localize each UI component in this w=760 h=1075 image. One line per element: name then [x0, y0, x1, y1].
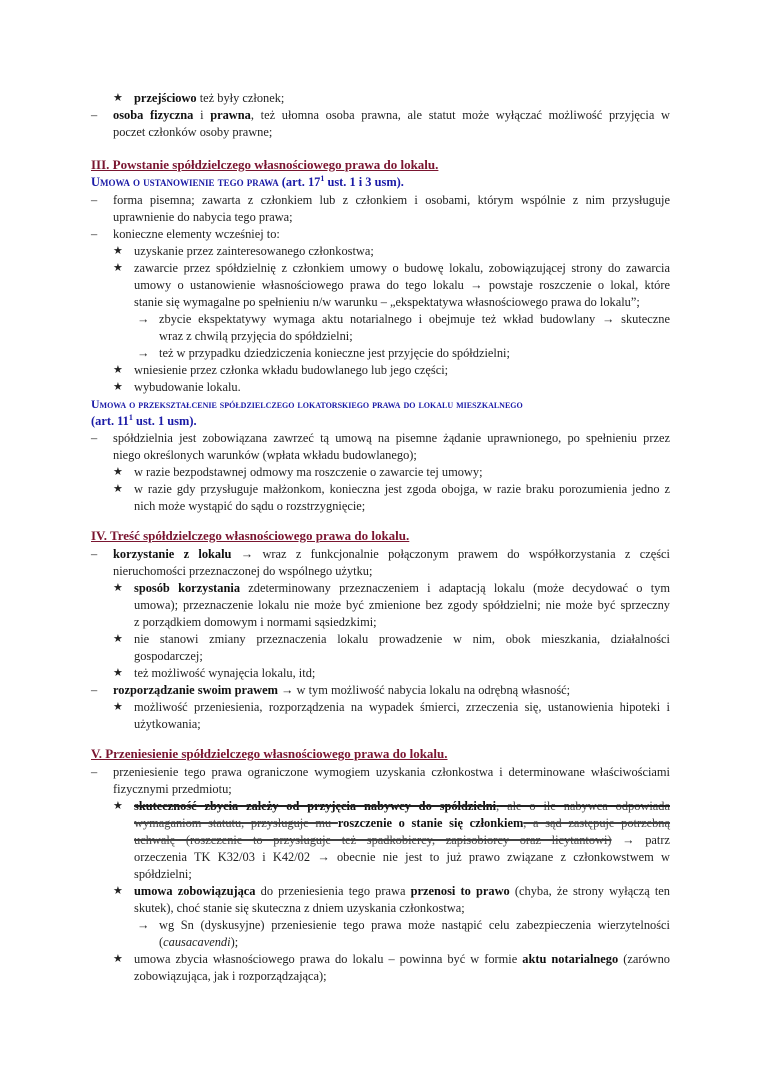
text-line: sposób korzystania zdeterminowany przeznaczeniem i adaptacją lokalu (może decydować o tym — [134, 581, 670, 595]
bullet-dash: – — [91, 431, 98, 445]
text-line: w razie gdy przysługuje małżonkom, konieczna jest zgoda obojga, w razie braku porozumienia jedno z — [134, 482, 670, 496]
bullet-star: ★ — [113, 667, 123, 679]
bullet-arrow: → — [137, 346, 150, 360]
text-line: fizycznymi przedmiotu; — [113, 782, 232, 796]
bullet-star: ★ — [113, 885, 123, 897]
bullet-star: ★ — [113, 92, 123, 104]
bullet-star: ★ — [113, 364, 123, 376]
bullet-star: ★ — [113, 381, 123, 393]
text-line: wybudowanie lokalu. — [134, 380, 241, 394]
bullet-dash: – — [91, 108, 98, 122]
text-line: umowy o ustanowienie własnościowego prawa do tego lokalu → powstaje roszczenie o lokal, które — [134, 278, 670, 292]
text-line: poczet członków osoby prawne; — [113, 125, 273, 139]
text-line: wniesienie przez członka wkładu budowlanego lub jego części; — [134, 363, 449, 377]
text-line: w razie bezpodstawnej odmowy ma roszczenie o zawarcie tej umowy; — [134, 465, 483, 479]
text-line: rozporządzanie swoim prawem → w tym możliwość nabycia lokalu na odrębną własność; — [113, 683, 571, 697]
bullet-star: ★ — [113, 262, 123, 274]
text-line: forma pisemna; zawarta z członkiem lub z członkiem i osobami, którym wspólnie z nim przysługuje — [113, 193, 670, 207]
struck-text-line: skuteczność zbycia zależy od przyjęcia nabywcy do spółdzielni, ale o ile nabywca odpowiada — [134, 799, 670, 813]
bullet-star: ★ — [113, 953, 123, 965]
subheading-umowa-ustanowienie: Umowa o ustanowienie tego prawa (art. $17^1$ ust. 1 i 3 usm). — [91, 173, 404, 189]
text-line: korzystanie z lokalu → wraz z funkcjonalnie połączonym prawem do współkorzystania z części — [113, 547, 670, 561]
text-line: nich może wystąpić do sądu o rozstrzygnięcie; — [134, 499, 366, 513]
subheading-umowa-przeksztalcenie-ref: (art. $11^1$ ust. 1 usm). — [91, 412, 197, 428]
text-line: umowa); przeznaczenie lokalu nie może być zmienione bez zgody spółdzielni; nie może być sprzeczny — [134, 598, 670, 612]
text-line: przeniesienie tego prawa ograniczone wymogiem uzyskania członkostwa i determinowane właściwościami — [113, 765, 670, 779]
text-line: przejściowo też były członek; — [134, 91, 285, 105]
text-line: skutek), choć stanie się skuteczna z dniem uzyskania członkostwa; — [134, 901, 465, 915]
text-line: spółdzielni; — [134, 867, 192, 881]
bullet-dash: – — [91, 227, 98, 241]
text-line: umowa zbycia własnościowego prawa do lokalu – powinna być w formie aktu notarialnego (zarówno — [134, 952, 670, 966]
text-line: wraz z chwilą przyjęcia do spółdzielni; — [159, 329, 353, 343]
struck-text-line: wymaganiom statutu, przysługuje mu roszczenie o stanie się członkiem, a sąd zastępuje potrzebną — [134, 816, 671, 830]
bullet-arrow: → — [137, 312, 150, 326]
bullet-dash: – — [91, 547, 98, 561]
section-heading-5: V. Przeniesienie spółdzielczego własnościowego prawa do lokalu. — [91, 746, 448, 761]
text-line: zawarcie przez spółdzielnię z członkiem umowy o budowę lokalu, zobowiązującej strony do zawarcia — [134, 261, 670, 275]
text-line: niego określonych warunków (wpłata wkładu budowlanego); — [113, 448, 417, 462]
struck-text-line: uchwałę (roszczenie to przysługuje też spadkobiercy, zapisobiorcy oraz licytantowi) → patrz — [134, 833, 670, 847]
text-line: umowa zobowiązująca do przeniesienia tego prawa przenosi to prawo (chyba, że strony wyłączą ten — [134, 884, 670, 898]
section-heading-4: IV. Treść spółdzielczego własnościowego prawa do lokalu. — [91, 528, 410, 543]
bullet-star: ★ — [113, 582, 123, 594]
text-line: gospodarczej; — [134, 649, 203, 663]
text-line: stanie się wymagalne po spełnieniu n/w warunku – „ekspektatywa własnościowego prawa do lokalu”; — [134, 295, 640, 309]
text-line: orzeczenia TK K32/03 i K42/02 → obecnie nie jest to już prawo związane z członkowstwem w — [134, 850, 670, 864]
text-line: uprawnienie do nabycia tego prawa; — [113, 210, 293, 224]
bullet-dash: – — [91, 193, 98, 207]
text-line: też możliwość wynajęcia lokalu, itd; — [134, 666, 316, 680]
text-line: wg Sn (dyskusyjne) przeniesienie tego prawa może nastąpić celu zabezpieczenia wierzytelności — [159, 918, 670, 932]
bullet-star: ★ — [113, 466, 123, 478]
text-line: możliwość przeniesienia, rozporządzenia na wypadek śmierci, zrzeczenia się, ustanowienia hipoteki i — [134, 700, 670, 714]
subheading-umowa-przeksztalcenie: Umowa o przekształcenie spółdzielczego lokatorskiego prawa do lokalu mieszkalnego — [91, 397, 523, 411]
bullet-star: ★ — [113, 633, 123, 645]
text-line: użytkowania; — [134, 717, 201, 731]
bullet-star: ★ — [113, 701, 123, 713]
bullet-star: ★ — [113, 483, 123, 495]
text-line: osoba fizyczna i prawna, też ułomna osoba prawna, ale statut może wyłączać możliwość przyjęcia w — [113, 108, 671, 122]
section-heading-3: III. Powstanie spółdzielczego własnościowego prawa do lokalu. — [91, 157, 439, 172]
text-line: nie stanowi zmiany przeznaczenia lokalu prowadzenie w nim, obok mieszkania, działalności — [134, 632, 670, 646]
text-line: zbycie ekspektatywy wymaga aktu notarialnego i obejmuje też wkład budowlany → skuteczne — [159, 312, 670, 326]
bullet-star: ★ — [113, 245, 123, 257]
text-line: spółdzielnia jest zobowiązana zawrzeć tą umową na pisemne żądanie uprawnionego, po spełnieniu przez — [113, 431, 670, 445]
text-line: uzyskanie przez zainteresowanego członkostwa; — [134, 244, 374, 258]
bullet-star: ★ — [113, 800, 123, 812]
text-line: (causacavendi); — [159, 935, 239, 949]
text-line: zobowiązująca, jak i rozporządzająca); — [134, 969, 327, 983]
text-line: konieczne elementy wcześniej to: — [113, 227, 280, 241]
text-line: też w przypadku dziedziczenia konieczne jest przyjęcie do spółdzielni; — [159, 346, 510, 360]
bullet-dash: – — [91, 683, 98, 697]
bullet-arrow: → — [137, 918, 150, 932]
text-line: nieruchomości przeznaczonej do wspólnego użytku; — [113, 564, 373, 578]
text-line: z porządkiem domowym i normami sąsiedzkimi; — [134, 615, 377, 629]
bullet-dash: – — [91, 765, 98, 779]
